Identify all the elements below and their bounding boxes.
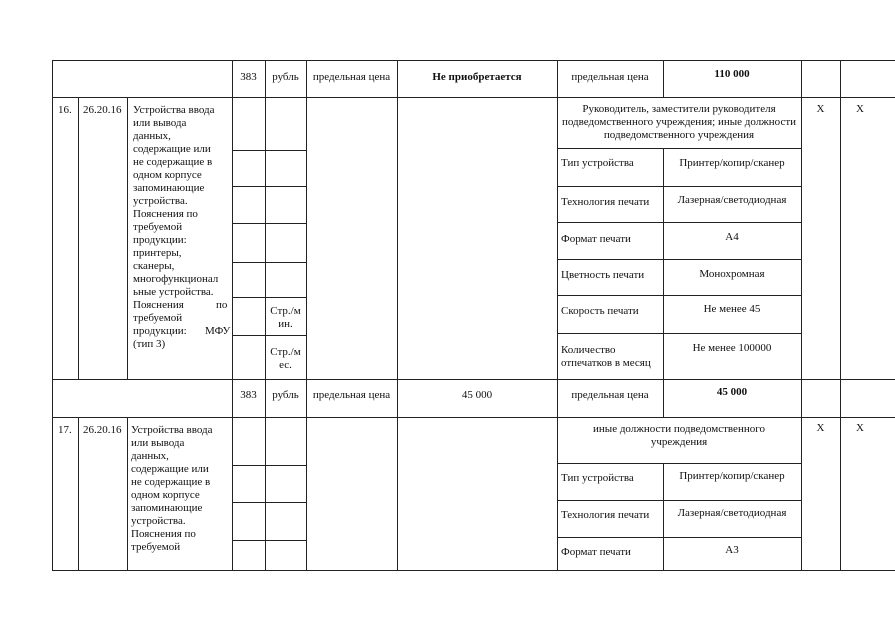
char-name: Количество [561, 344, 616, 356]
char-value: А4 [725, 231, 739, 243]
char-value: Принтер/копир/сканер [679, 157, 785, 169]
char-name: Цветность печати [561, 269, 645, 281]
param-label-2: предельная цена [571, 389, 649, 401]
unit-label: рубль [272, 71, 299, 83]
char-name: Тип устройства [561, 472, 634, 484]
char-value: Не менее 45 [703, 303, 761, 315]
unit-ppm-cont: ин. [278, 318, 293, 330]
char-name: Формат печати [561, 546, 631, 558]
x-mark-2: X [856, 422, 864, 434]
char-name: Технология печати [561, 509, 650, 521]
group-header: Руководитель, заместители руководителя подведомственного учреждения; иные должности подведомственного учреждения [561, 103, 797, 141]
group-header: иные должности подведомственного [593, 423, 765, 435]
unit-label: рубль [272, 389, 299, 401]
okei-code: 383 [240, 389, 257, 401]
char-value: Монохромная [699, 268, 765, 280]
param-value: Не приобретается [432, 71, 522, 83]
okei-code: 383 [240, 71, 257, 83]
char-name: Скорость печати [561, 305, 639, 317]
param-value: 45 000 [461, 389, 493, 401]
char-value: Лазерная/светодиодная [677, 194, 787, 206]
group-header-cont: учреждения [650, 436, 708, 448]
param-value-2: 45 000 [716, 386, 748, 398]
unit-ppm: Стр./м [270, 305, 301, 317]
param-value-2: 110 000 [714, 68, 750, 80]
document-page: 383 рубль предельная цена Не приобретается предельная цена 110 000 16. 26.20.16 Устройства ввода или вывода данных, содержащие или не содержащие в одном корпусе запоминающие устройства. Пояснения по требуемой продукции: принтеры, сканеры, многофункционал ьные устройства. Пояснения по требуемой продукции: МФУ (тип 3) Стр./м ин. Стр./м ес. Руководитель, заместители руководителя подведомственного учреждения; иные должности подведомственного учреждения X X Тип устройства Принтер/копир/сканер Технология печати Лазерная/светодиодная Формат печати А4 Цветность печати Монохромная Скорость печати Не менее 45 Количество отпечатков в месяц Не менее 100000 383 рубль предельная цена 45 000 предельная цена 45 000 17. 26.20.16 Устройства ввода или вывода данных, содержащие или не содержащие в одном корпусе запоминающие устройства. Пояснения по требуемой иные должности подведомственного учреждения X X Тип устройства Принтер/копир/сканер Технология печати Лазерная/светодиодная Формат печати А3 [0, 0, 895, 640]
char-name: Формат печати [561, 233, 631, 245]
char-value: А3 [725, 544, 739, 556]
row-number: 17. [58, 424, 72, 436]
param-label: предельная цена [312, 71, 391, 83]
char-name-cont: отпечатков в месяц [561, 357, 651, 369]
okpd-code: 26.20.16 [83, 104, 122, 116]
char-value: Не менее 100000 [692, 342, 772, 354]
row-number: 16. [58, 104, 72, 116]
char-name: Тип устройства [561, 157, 634, 169]
char-name: Технология печати [561, 196, 650, 208]
param-label-2: предельная цена [571, 71, 649, 83]
unit-month-cont: ес. [279, 359, 292, 371]
char-value: Лазерная/светодиодная [677, 507, 787, 519]
unit-month: Стр./м [270, 346, 301, 358]
x-mark-2: X [856, 103, 864, 115]
char-value: Принтер/копир/сканер [679, 470, 785, 482]
param-label: предельная цена [312, 389, 391, 401]
okpd-code: 26.20.16 [83, 424, 122, 436]
x-mark-1: X [816, 422, 825, 434]
x-mark-1: X [816, 103, 825, 115]
